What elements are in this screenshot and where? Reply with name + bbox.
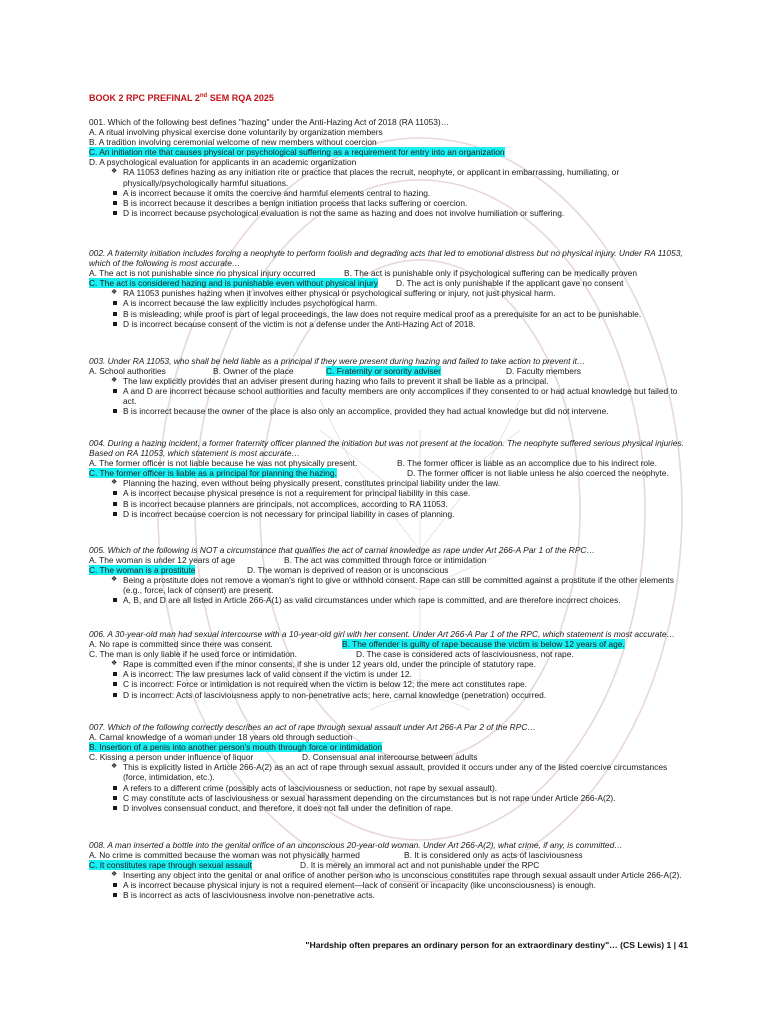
square-bullet-icon <box>113 672 117 676</box>
explanation-item: D involves consensual conduct, and therefore, it does not fall under the definition of rape. <box>89 803 689 813</box>
choice-c-answer: C. The former officer is liable as a principal for planning the hazing. <box>89 468 337 479</box>
diamond-bullet-icon: ❖ <box>111 576 118 584</box>
square-bullet-icon <box>113 312 117 316</box>
choice-b: B. Owner of the place <box>213 366 294 377</box>
choice-d: D. Faculty members <box>506 366 581 377</box>
question-002 <box>89 248 689 329</box>
square-bullet-icon <box>113 301 117 305</box>
choice-c: C. The man is only liable if he used force or intimidation. <box>89 649 297 660</box>
explanation-item: A refers to a different crime (possibly acts of lasciviousness or seduction, not rape by sexual assault). <box>89 783 689 793</box>
square-bullet-icon <box>113 502 117 506</box>
explanation-main: ❖ Rape is committed even if the minor consents, if she is under 12 years old, under the principle of statutory rape. <box>111 659 536 670</box>
square-bullet-icon <box>113 796 117 800</box>
explanation-item: A is incorrect because it omits the coercive and harmful elements central to hazing. <box>89 188 689 198</box>
choice-d: D. A psychological evaluation for applicants in an academic organization <box>89 157 357 168</box>
question-stem: 001. Which of the following best defines "hazing" under the Anti-Hazing Act of 2018 (RA 11053)… <box>89 117 450 127</box>
diamond-bullet-icon: ❖ <box>111 479 118 487</box>
question-003 <box>89 356 689 417</box>
square-bullet-icon <box>113 191 117 195</box>
square-bullet-icon <box>113 409 117 413</box>
explanation-item: B is incorrect because the owner of the place is also only an accomplice, provided they had actual knowledge but did not intervene. <box>89 406 689 416</box>
choice-b-answer: B. Insertion of a penis into another person's mouth through force or intimidation <box>89 742 383 753</box>
choice-c-answer: C. The act is considered hazing and is punishable even without physical injury <box>89 278 378 289</box>
choice-a: A. The former officer is not liable because he was not physically present. <box>89 458 358 469</box>
choice-b: B. It is considered only as acts of lasciviousness <box>404 850 583 861</box>
choice-b: B. The act was committed through force or intimidation <box>284 555 487 566</box>
square-bullet-icon <box>113 893 117 897</box>
choice-b-answer: B. The offender is guilty of rape because the victim is below 12 years of age. <box>342 639 625 650</box>
diamond-bullet-icon: ❖ <box>111 377 118 385</box>
square-bullet-icon <box>113 491 117 495</box>
question-stem: 007. Which of the following correctly describes an act of rape through sexual assault under Art 266-A Par 2 of the RPC… <box>89 722 536 732</box>
explanation-item: A is incorrect because physical presence is not a requirement for principal liability in this case. <box>89 488 689 498</box>
choice-b: B. The former officer is liable as an accomplice due to his indirect role. <box>397 458 657 469</box>
explanation-main: ❖ Planning the hazing, even without being physically present, constitutes principal liability under the law. <box>111 478 501 489</box>
question-008 <box>89 840 689 901</box>
explanation-item: D is incorrect because consent of the victim is not a defense under the Anti-Hazing Act of 2018. <box>89 319 689 329</box>
square-bullet-icon <box>113 693 117 697</box>
choice-a: A. No rape is committed since there was consent. <box>89 639 273 650</box>
question-stem: 004. During a hazing incident, a former fraternity officer planned the initiation but was not present at the location. The neophyte suffered serious physical injuries. Based on RA 11053, which statement is most accurate… <box>89 438 684 459</box>
square-bullet-icon <box>113 682 117 686</box>
question-stem: 006. A 30-year-old man had sexual intercourse with a 10-year-old girl with her consent. Under Art 266-A Par 1 of the RPC, which statement is most accurate… <box>89 629 675 639</box>
square-bullet-icon <box>113 201 117 205</box>
choice-c-answer: C. Fraternity or sorority adviser <box>326 366 441 377</box>
square-bullet-icon <box>113 598 117 602</box>
question-stem: 002. A fraternity initiation includes forcing a neophyte to perform foolish and degrading acts that led to emotional distress but no physical injury. Under RA 11053, which of the following is most accurate… <box>89 248 683 269</box>
question-004 <box>89 438 689 519</box>
explanation-item: A and D are incorrect because school authorities and faculty members are only accomplices if they consented to or had actual knowledge but failed to act. <box>89 386 689 406</box>
explanation-main: ❖ The law explicitly provides that an adviser present during hazing who fails to prevent it shall be liable as a principal. <box>111 376 549 387</box>
question-005 <box>89 545 689 606</box>
question-stem: 003. Under RA 11053, who shall be held liable as a principal if they were present during hazing and failed to take action to prevent it… <box>89 356 586 366</box>
choice-c-answer: C. It constitutes rape through sexual assault <box>89 860 252 871</box>
explanation-item: D is incorrect because psychological evaluation is not the same as hazing and does not involve humiliation or suffering. <box>89 208 689 218</box>
choice-b: B. The act is punishable only if psychological suffering can be medically proven <box>344 268 637 279</box>
diamond-bullet-icon: ❖ <box>111 289 118 297</box>
question-stem: 008. A man inserted a bottle into the genital orifice of an unconscious 20-year-old woman. Under Art 266-A(2), what crime, if any, is committed… <box>89 840 623 850</box>
square-bullet-icon <box>113 389 117 393</box>
square-bullet-icon <box>113 806 117 810</box>
choice-d: D. The case is considered acts of lasciviousness, not rape. <box>356 649 574 660</box>
choice-d: D. It is merely an immoral act and not punishable under the RPC <box>300 860 540 871</box>
square-bullet-icon <box>113 786 117 790</box>
explanation-item: B is incorrect because planners are principals, not accomplices, according to RA 11053. <box>89 499 689 509</box>
choice-d: D. Consensual anal intercourse between adults <box>302 752 478 763</box>
explanation-item: A is incorrect because physical injury is not a required element—lack of consent or incapacity (like unconsciousness) is enough. <box>89 880 689 890</box>
choice-a: A. A ritual involving physical exercise done voluntarily by organization members <box>89 127 383 138</box>
explanation-item: A is incorrect: The law presumes lack of valid consent if the victim is under 12. <box>89 669 689 679</box>
diamond-bullet-icon: ❖ <box>111 660 118 668</box>
square-bullet-icon <box>113 512 117 516</box>
choice-a: A. School authorities <box>89 366 166 377</box>
choice-a: A. The woman is under 12 years of age <box>89 555 236 566</box>
diamond-bullet-icon: ❖ <box>111 763 118 771</box>
explanation-item: B is misleading; while proof is part of legal proceedings, the law does not require medical proof as a prerequisite for an act to be punishable. <box>89 309 689 319</box>
choice-c: C. Kissing a person under influence of liquor <box>89 752 254 763</box>
choice-d: D. The woman is deprived of reason or is unconscious <box>247 565 449 576</box>
question-stem: 005. Which of the following is NOT a circumstance that qualifies the act of carnal knowledge as rape under Art 266-A Par 1 of the RPC… <box>89 545 595 555</box>
page-title: BOOK 2 RPC PREFINAL 2nd SEM RQA 2025 <box>89 93 274 103</box>
choice-b: B. A tradition involving ceremonial welcome of new members without coercion <box>89 137 377 148</box>
explanation-main: ❖ This is explicitly listed in Article 266-A(2) as an act of rape through sexual assault, provided it occurs under any of the listed coercive circumstances (force, intimidation, etc.). <box>111 762 668 783</box>
choice-a: A. The act is not punishable since no physical injury occurred <box>89 268 316 279</box>
choice-a: A. No crime is committed because the woman was not physically harmed <box>89 850 360 861</box>
choice-d: D. The act is only punishable if the applicant gave no consent <box>396 278 624 289</box>
question-007 <box>89 722 689 813</box>
explanation-item: C is incorrect: Force or intimidation is not required when the victim is below 12; the mere act constitutes rape. <box>89 679 689 689</box>
explanation-item: D is incorrect: Acts of lasciviousness apply to non-penetrative acts; here, carnal knowledge (penetration) occurred. <box>89 690 689 700</box>
choice-d: D. The former officer is not liable unless he also coerced the neophyte. <box>407 468 669 479</box>
square-bullet-icon <box>113 883 117 887</box>
question-006 <box>89 629 689 700</box>
choice-c-answer: C. An initiation rite that causes physical or psychological suffering as a requirement for entry into an organization <box>89 147 505 158</box>
choice-a: A. Carnal knowledge of a woman under 18 years old through seduction <box>89 732 353 743</box>
diamond-bullet-icon: ❖ <box>111 871 118 879</box>
explanation-main: ❖ RA 11053 defines hazing as any initiation rite or practice that places the recruit, neophyte, or applicant in embarrassing, humiliating, or physically/psychologically harmful situations. <box>111 167 620 188</box>
explanation-item: B is incorrect because it describes a benign initiation process that lacks suffering or coercion. <box>89 198 689 208</box>
explanation-main: ❖ Being a prostitute does not remove a woman's right to give or withhold consent. Rape can still be committed against a prostitute if the other elements (e.g., force, lack of consent) are present. <box>111 575 674 596</box>
explanation-item: B is incorrect as acts of lasciviousness involve non-penetrative acts. <box>89 890 689 900</box>
square-bullet-icon <box>113 211 117 215</box>
explanation-main: ❖ RA 11053 punishes hazing when it involves either physical or psychological suffering or injury, not just physical harm. <box>111 288 556 299</box>
explanation-item: C may constitute acts of lasciviousness or sexual harassment depending on the circumstances but is not rape under Article 266-A(2). <box>89 793 689 803</box>
choice-c-answer: C. The woman is a prostitute <box>89 565 196 576</box>
explanation-main: ❖ Inserting any object into the genital or anal orifice of another person who is unconscious constitutes rape through sexual assault under Article 266-A(2). <box>111 870 682 881</box>
diamond-bullet-icon: ❖ <box>111 168 118 176</box>
page-footer: "Hardship often prepares an ordinary person for an extraordinary destiny"… (CS Lewis) 1 | 41 <box>305 940 688 950</box>
explanation-item: D is incorrect because coercion is not necessary for principal liability in cases of planning. <box>89 509 689 519</box>
square-bullet-icon <box>113 322 117 326</box>
explanation-item: A is incorrect because the law explicitly includes psychological harm. <box>89 298 689 308</box>
explanation-item: A, B, and D are all listed in Article 266-A(1) as valid circumstances under which rape is committed, and are therefore incorrect choices. <box>89 595 689 605</box>
question-001 <box>89 117 689 218</box>
